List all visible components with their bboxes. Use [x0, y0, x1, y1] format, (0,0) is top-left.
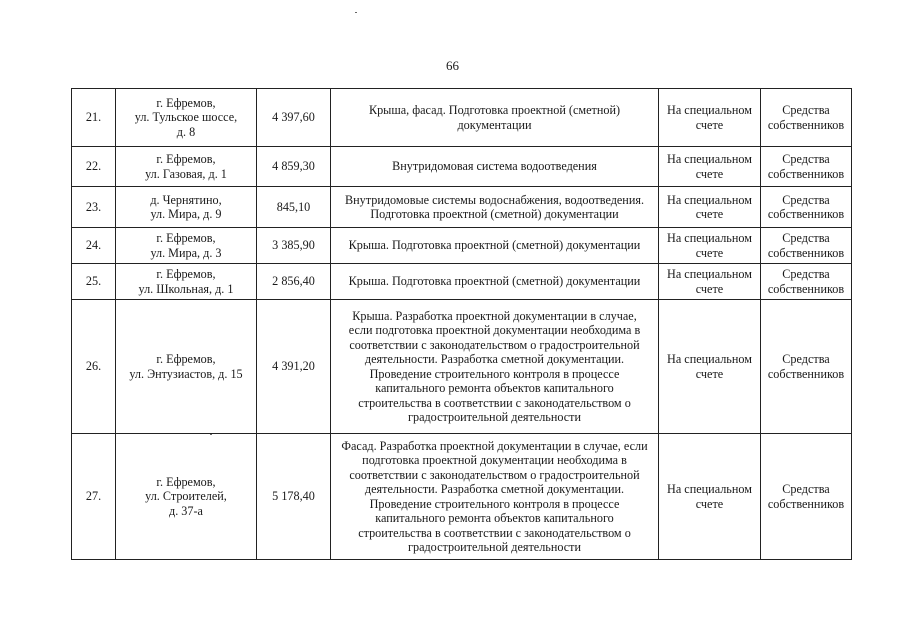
address-cell: [116, 300, 257, 434]
row-number: 22.: [72, 147, 116, 187]
funding-source-cell-line: Средства: [782, 103, 830, 117]
row-number: 23.: [72, 187, 116, 228]
account-type-cell-line: счете: [695, 496, 724, 511]
table-row: [72, 89, 852, 147]
address-cell: [116, 264, 257, 300]
work-description-cell: [331, 434, 659, 560]
address-cell-line: г. Ефремов,: [156, 95, 216, 110]
account-type-cell-line: На специальном: [667, 352, 752, 366]
funding-source-cell-line: собственников: [767, 207, 845, 221]
account-type-cell-line: счете: [695, 117, 724, 132]
address-cell-line: ул. Тульское шоссе,: [134, 110, 238, 125]
account-type-cell-line: На специальном: [667, 152, 752, 166]
work-description-cell: [331, 187, 659, 228]
address-cell: [116, 228, 257, 264]
work-description-cell-line: Фасад. Разработка проектной документации в случае, если: [341, 438, 648, 453]
work-description-cell-line: градостроительной деятельности: [407, 540, 582, 554]
work-description-cell-line: Крыша, фасад. Подготовка проектной (сметной): [368, 103, 621, 117]
address-cell-line: ул. Энтузиастов, д. 15: [129, 366, 243, 381]
funding-source-cell: [761, 147, 852, 187]
scan-speck: [355, 12, 357, 13]
account-type-cell-line: На специальном: [667, 231, 752, 245]
account-type-cell: [659, 228, 761, 264]
address-cell-line: д. 37-а: [169, 503, 203, 518]
table-row: [72, 434, 852, 560]
account-type-cell-line: счете: [695, 281, 724, 296]
table-row: [72, 228, 852, 264]
work-description-cell-line: деятельности. Разработка сметной документации.: [364, 352, 625, 366]
work-description-cell-line: капитального ремонта объектов капитального: [375, 381, 614, 395]
account-type-cell-line: счете: [695, 207, 724, 221]
work-description-cell-line: строительства в соответствии с законодательством о: [358, 525, 631, 540]
address-cell: [116, 89, 257, 147]
address-cell-line: д. 8: [176, 124, 196, 139]
funding-source-cell-line: Средства: [782, 192, 830, 207]
table-row: [72, 147, 852, 187]
funding-source-cell-line: собственников: [767, 366, 845, 381]
account-type-cell: [659, 300, 761, 434]
address-cell-line: ул. Газовая, д. 1: [145, 166, 227, 181]
address-cell: [116, 187, 257, 228]
table-row: [72, 264, 852, 300]
funding-source-cell: [761, 300, 852, 434]
work-description-cell: [331, 147, 659, 187]
area-cell: 2 856,40: [257, 264, 331, 300]
address-cell-line: ул. Строителей,: [145, 489, 227, 504]
area-cell: 4 859,30: [257, 147, 331, 187]
work-description-cell-line: Проведение строительного контроля в процессе: [369, 496, 620, 511]
work-description-cell-line: Внутридомовые системы водоснабжения, водоотведения.: [345, 192, 644, 207]
area-cell: 5 178,40: [257, 434, 331, 560]
work-description-cell-line: Подготовка проектной (сметной) документации: [370, 207, 619, 221]
row-number: 24.: [72, 228, 116, 264]
work-description-cell: [331, 228, 659, 264]
work-description-cell-line: капитального ремонта объектов капитального: [375, 511, 614, 525]
area-cell: 845,10: [257, 187, 331, 228]
account-type-cell: [659, 187, 761, 228]
work-description-cell-line: Крыша. Подготовка проектной (сметной) документации: [348, 238, 641, 253]
funding-source-cell-line: собственников: [767, 245, 845, 260]
work-description-cell-line: Крыша. Разработка проектной документации в случае,: [352, 308, 637, 323]
work-description-cell-line: градостроительной деятельности: [407, 410, 582, 424]
funding-source-cell-line: Средства: [782, 482, 830, 496]
work-description-cell-line: Внутридомовая система водоотведения: [392, 159, 597, 174]
account-type-cell-line: На специальном: [667, 267, 752, 281]
row-number: 27.: [72, 434, 116, 560]
account-type-cell-line: счете: [695, 166, 724, 181]
table-row: [72, 300, 852, 434]
account-type-cell-line: счете: [695, 245, 724, 260]
funding-source-cell-line: собственников: [767, 281, 845, 296]
work-description-cell-line: Проведение строительного контроля в процессе: [369, 366, 620, 381]
scan-speck: [210, 434, 212, 435]
funding-source-cell-line: собственников: [767, 496, 845, 511]
work-description-cell: [331, 89, 659, 147]
account-type-cell: [659, 434, 761, 560]
repair-schedule-table: [71, 88, 852, 560]
account-type-cell-line: На специальном: [667, 103, 752, 117]
funding-source-cell-line: собственников: [767, 117, 845, 132]
address-cell-line: г. Ефремов,: [156, 267, 216, 281]
funding-source-cell: [761, 228, 852, 264]
row-number: 26.: [72, 300, 116, 434]
page-number: 66: [446, 58, 459, 73]
area-cell: 4 391,20: [257, 300, 331, 434]
funding-source-cell: [761, 264, 852, 300]
funding-source-cell-line: Средства: [782, 267, 830, 281]
funding-source-cell: [761, 187, 852, 228]
work-description-cell-line: документации: [457, 117, 532, 132]
funding-source-cell: [761, 434, 852, 560]
work-description-cell-line: деятельности. Разработка сметной документации.: [364, 482, 625, 496]
account-type-cell: [659, 89, 761, 147]
address-cell-line: г. Ефремов,: [156, 231, 216, 245]
work-description-cell-line: Крыша. Подготовка проектной (сметной) документации: [348, 274, 641, 289]
account-type-cell-line: На специальном: [667, 482, 752, 496]
work-description-cell: [331, 264, 659, 300]
address-cell-line: ул. Школьная, д. 1: [138, 281, 234, 296]
funding-source-cell-line: Средства: [782, 152, 830, 166]
work-description-cell-line: если подготовка проектной документации необходима в: [348, 323, 641, 337]
account-type-cell: [659, 264, 761, 300]
address-cell-line: г. Ефремов,: [156, 152, 216, 166]
work-description-cell-line: соответствии с законодательством о градостроительной: [349, 467, 640, 482]
funding-source-cell-line: Средства: [782, 352, 830, 366]
account-type-cell: [659, 147, 761, 187]
area-cell: 3 385,90: [257, 228, 331, 264]
area-cell: 4 397,60: [257, 89, 331, 147]
account-type-cell-line: счете: [695, 366, 724, 381]
funding-source-cell-line: Средства: [782, 231, 830, 245]
address-cell: [116, 147, 257, 187]
address-cell-line: г. Ефремов,: [156, 352, 216, 366]
funding-source-cell-line: собственников: [767, 166, 845, 181]
table-row: [72, 187, 852, 228]
account-type-cell-line: На специальном: [667, 192, 752, 207]
work-description-cell-line: подготовка проектной документации необходима в: [362, 453, 627, 467]
address-cell-line: д. Чернятино,: [150, 192, 222, 207]
address-cell-line: г. Ефремов,: [156, 474, 216, 489]
row-number: 25.: [72, 264, 116, 300]
work-description-cell-line: соответствии с законодательством о градостроительной: [349, 337, 640, 352]
work-description-cell: [331, 300, 659, 434]
address-cell-line: ул. Мира, д. 3: [150, 245, 222, 260]
work-description-cell-line: строительства в соответствии с законодательством о: [358, 395, 631, 410]
funding-source-cell: [761, 89, 852, 147]
address-cell-line: ул. Мира, д. 9: [150, 207, 222, 221]
row-number: 21.: [72, 89, 116, 147]
address-cell: [116, 434, 257, 560]
